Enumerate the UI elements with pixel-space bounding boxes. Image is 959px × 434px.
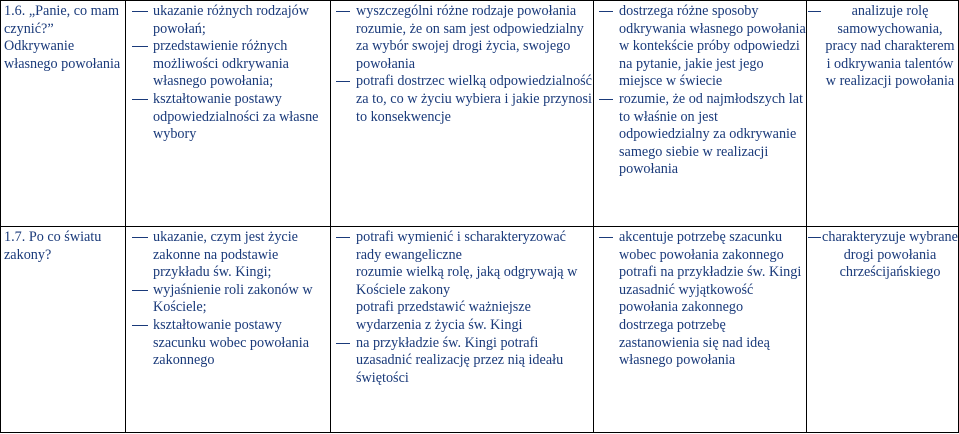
list-item: wyszczególni różne rodzaje powołania bbox=[331, 3, 593, 21]
list-item: dostrzega potrzebę zastanowienia się nad ideą własnego powołania bbox=[619, 316, 770, 369]
list-item: potrafi wymienić i scharakteryzować rady ewangeliczne bbox=[331, 229, 593, 264]
objectives-list bbox=[126, 3, 330, 144]
topic-cell bbox=[1, 1, 126, 227]
list-item: rozumie wielką rolę, jaką odgrywają w Kościele zakony bbox=[356, 264, 578, 298]
table-row bbox=[1, 227, 959, 433]
list-item: charakteryzuje wybrane drogi powołania chrześcijańskiego bbox=[807, 229, 958, 282]
list-item: potrafi dostrzec wielką odpowiedzialność za to, co w życiu wybiera i jakie przynosi to konsekwencje bbox=[331, 73, 593, 126]
topic-title: 1.7. Po co światu zakony? bbox=[4, 229, 102, 263]
extended-requirements-list bbox=[594, 229, 806, 370]
list-item: analizuje rolę samowychowania, pracy nad charakterem i odkrywania talentów w realizacji powołania bbox=[807, 3, 958, 91]
advanced-requirements-list bbox=[807, 3, 958, 91]
list-item: dostrzega różne sposoby odkrywania własnego powołania w kontekście próby odpowiedzi na pytanie, jakie jest jego miejsce w świecie bbox=[594, 3, 806, 91]
list-item: rozumie, że on sam jest odpowiedzialny za wybór swojej drogi życia, swojego powołania bbox=[356, 20, 584, 72]
list-item: ukazanie, czym jest życie zakonne na podstawie przykładu św. Kingi; bbox=[126, 229, 330, 282]
objectives-list bbox=[126, 229, 330, 370]
list-item: akcentuje potrzebę szacunku wobec powołania zakonnego bbox=[594, 229, 806, 264]
advanced-requirements-cell bbox=[807, 227, 959, 433]
basic-requirements-cell bbox=[331, 1, 594, 227]
basic-requirements-list bbox=[331, 3, 593, 126]
list-item: potrafi na przykładzie św. Kingi uzasadnić wyjątkowość powołania zakonnego bbox=[619, 264, 802, 316]
basic-requirements-list bbox=[331, 229, 593, 387]
list-item: rozumie, że od najmłodszych lat to właśnie on jest odpowiedzialny za odkrywanie samego siebie w realizacji powołania bbox=[594, 91, 806, 179]
objectives-cell bbox=[126, 227, 331, 433]
advanced-requirements-list bbox=[807, 229, 958, 282]
advanced-requirements-cell bbox=[807, 1, 959, 227]
extended-requirements-cell bbox=[594, 1, 807, 227]
list-item: wyjaśnienie roli zakonów w Kościele; bbox=[126, 282, 330, 317]
list-item: na przykładzie św. Kingi potrafi uzasadnić realizację przez nią ideału świętości bbox=[331, 335, 593, 388]
topic-title: 1.6. „Panie, co mam czynić?” Odkrywanie własnego powołania bbox=[4, 3, 121, 72]
table-row bbox=[1, 1, 959, 227]
list-item: kształtowanie postawy szacunku wobec powołania zakonnego bbox=[126, 317, 330, 370]
basic-requirements-cell bbox=[331, 227, 594, 433]
list-item: przedstawienie różnych możliwości odkrywania własnego powołania; bbox=[126, 38, 330, 91]
extended-requirements-cell bbox=[594, 227, 807, 433]
objectives-cell bbox=[126, 1, 331, 227]
extended-requirements-list bbox=[594, 3, 806, 179]
list-item: ukazanie różnych rodzajów powołań; bbox=[126, 3, 330, 38]
list-item: potrafi przedstawić ważniejsze wydarzenia z życia św. Kingi bbox=[356, 299, 531, 333]
topic-cell bbox=[1, 227, 126, 433]
list-item: kształtowanie postawy odpowiedzialności za własne wybory bbox=[126, 91, 330, 144]
